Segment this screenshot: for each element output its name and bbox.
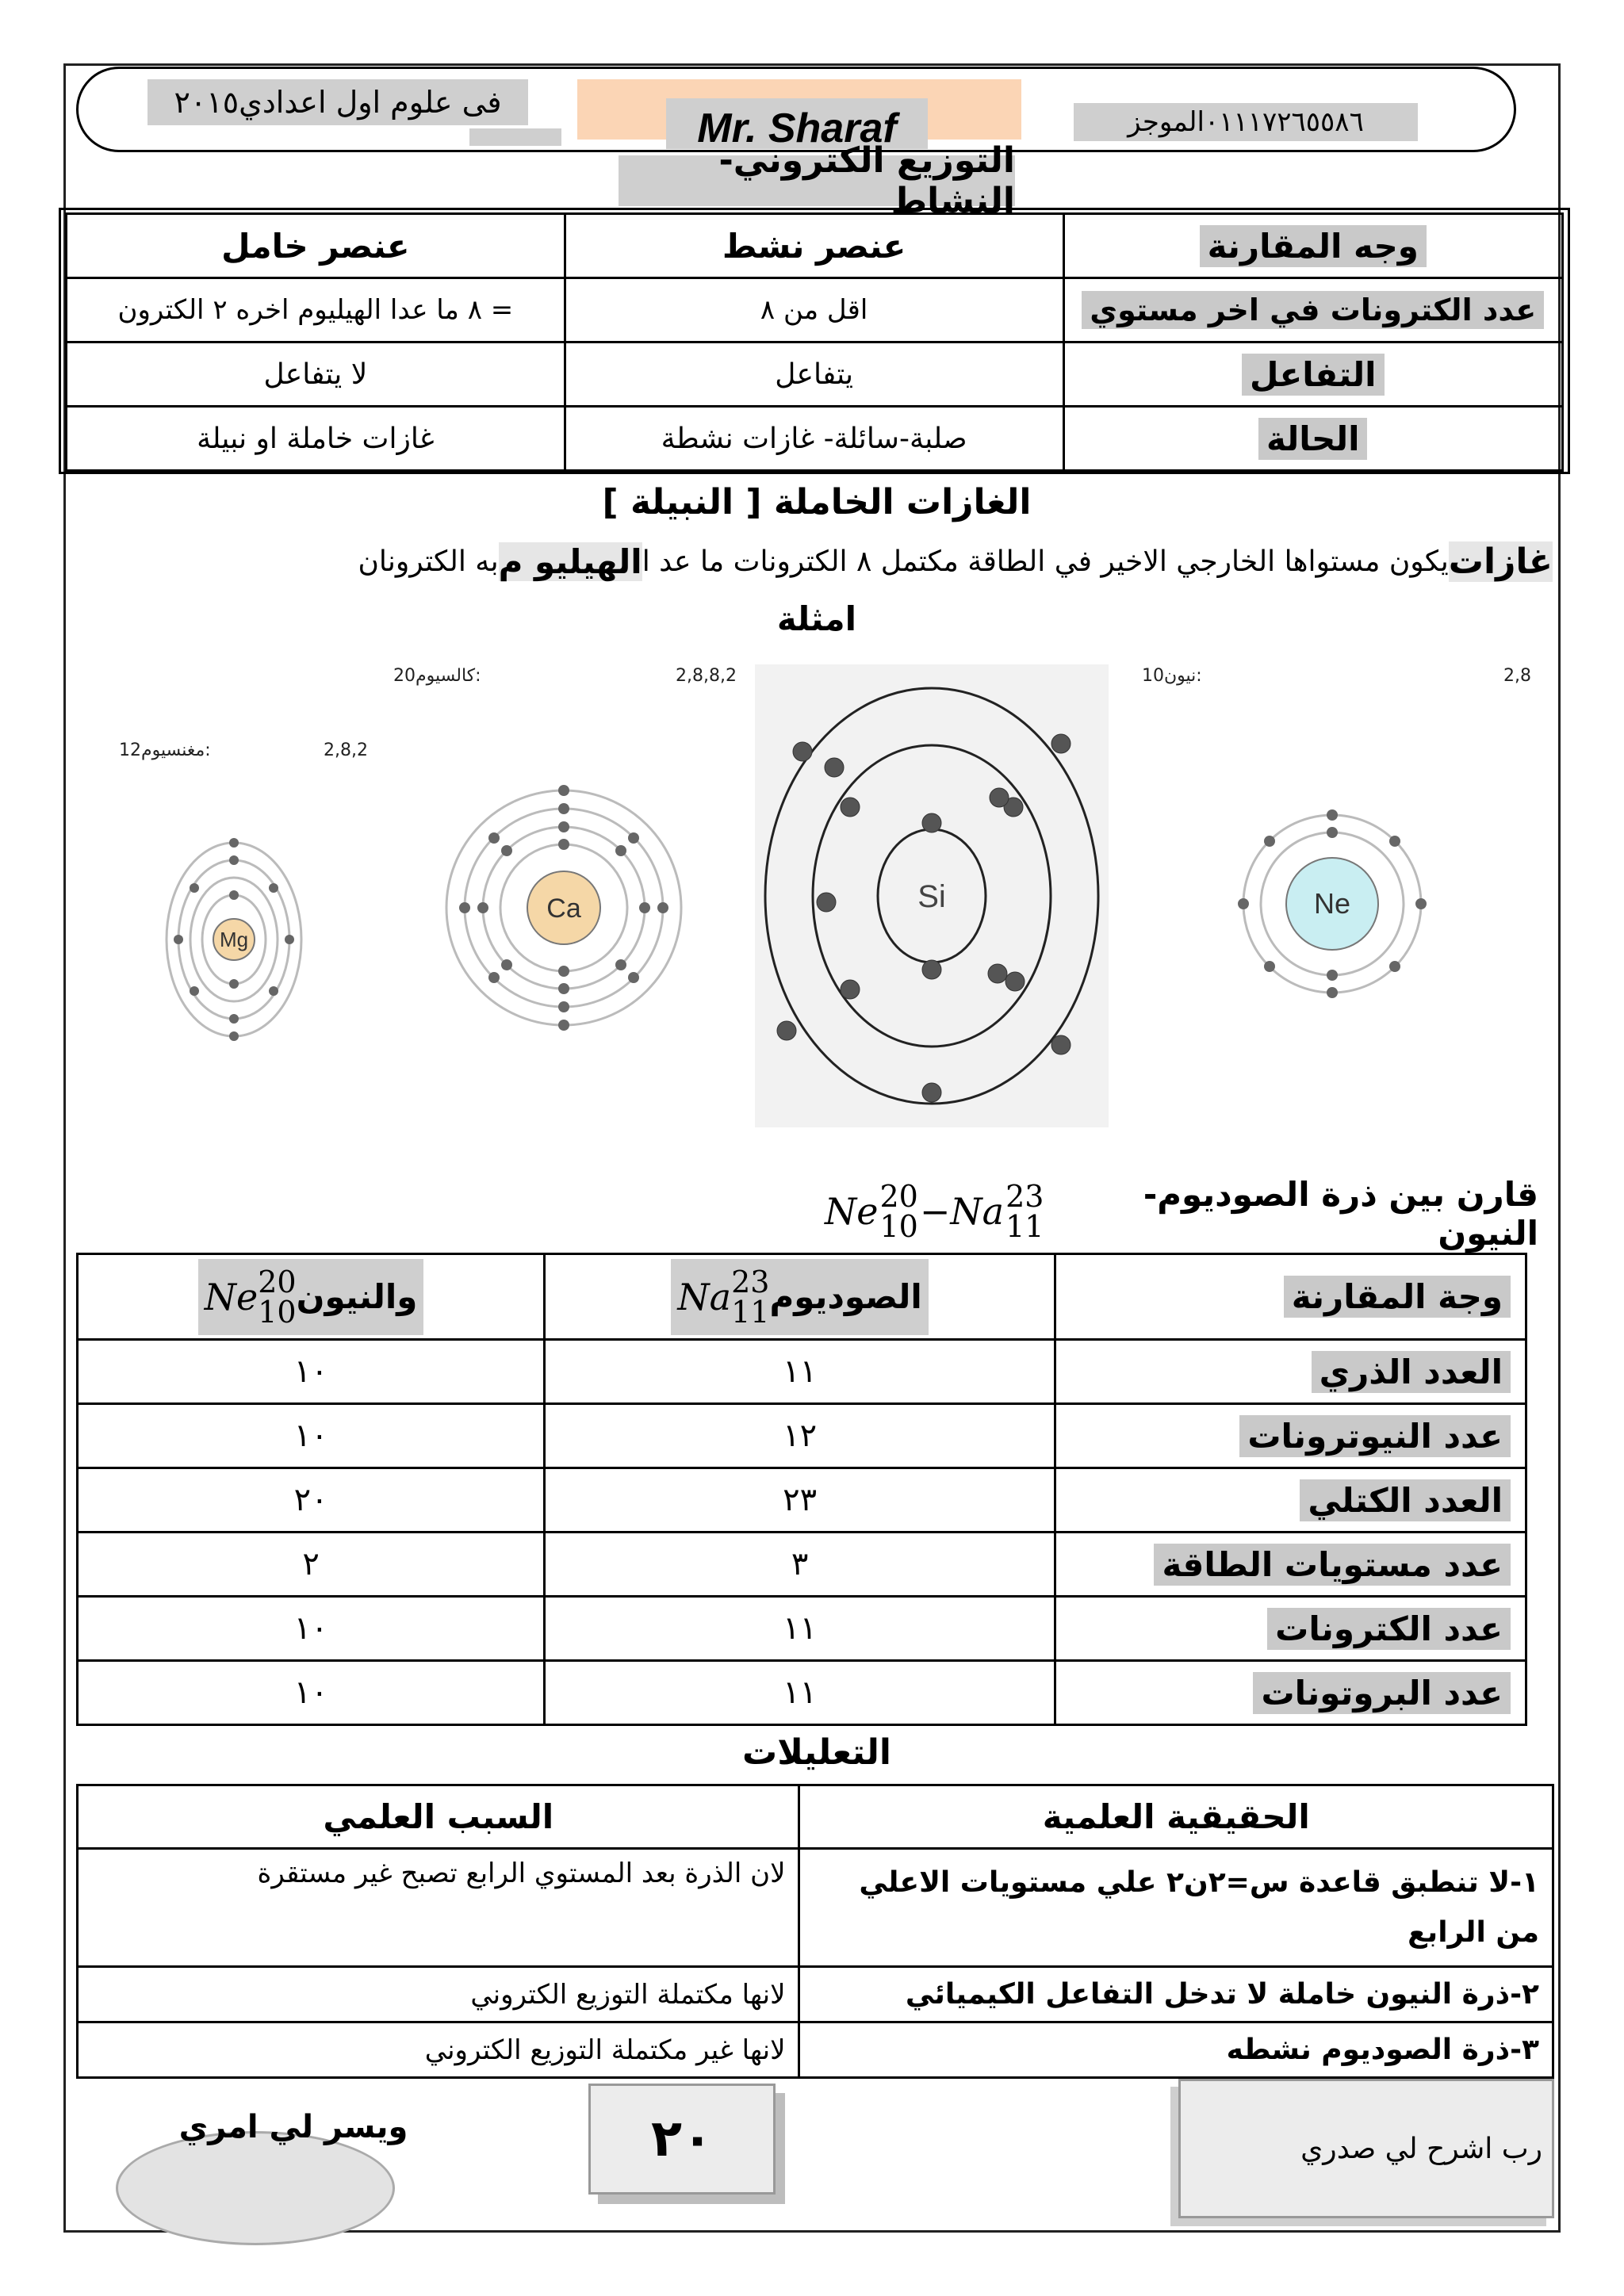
header-compare-aspect: وجة المقارنة bbox=[1055, 1254, 1526, 1340]
ne-atom-diagram bbox=[1237, 809, 1427, 999]
si-symbol: Si bbox=[917, 879, 946, 914]
mg-atom-diagram bbox=[159, 832, 309, 1047]
na-energy-levels: ٣ bbox=[545, 1533, 1055, 1597]
na-neutrons: ١٢ bbox=[545, 1404, 1055, 1468]
noble-gases-definition: غازات يكون مستواها الخارجي الاخير في الطاقة مكتمل ٨ الكترونات ما عد ا الهيليو م به الكترونان bbox=[358, 541, 1553, 582]
reason-2: لانها مكتملة التوزيع الكتروني bbox=[78, 1967, 799, 2022]
cell-active-state: صلبة-سائلة- غازات نشطة bbox=[565, 407, 1063, 471]
footer-right-box: رب اشرح لي صدري bbox=[1178, 2079, 1554, 2218]
row-electrons: عدد الكترونات bbox=[1055, 1597, 1526, 1661]
header-aspect: وجه المقارنة bbox=[1063, 214, 1562, 278]
compare-heading: قارن بين ذرة الصوديوم- النيون bbox=[1143, 1175, 1538, 1253]
ne-electrons: ١٠ bbox=[78, 1597, 545, 1661]
reason-1: لان الذرة بعد المستوي الرابع تصبح غير مستقرة bbox=[78, 1849, 799, 1967]
ne-symbol: Ne bbox=[1313, 887, 1351, 920]
footer-left-text: ويسر لي امري bbox=[178, 2109, 408, 2145]
row-mass-number: العدد الكتلي bbox=[1055, 1468, 1526, 1533]
ne-config-label: 2,8 bbox=[1503, 666, 1531, 686]
ne-atomic-number: ١٠ bbox=[78, 1340, 545, 1404]
heading-formulas: Ne 20 10 − Na 23 11 bbox=[825, 1179, 1044, 1244]
noble-gases-heading: الغازات الخاملة [ النبيلة ] bbox=[602, 481, 1032, 522]
row-neutrons: عدد النيوترونات bbox=[1055, 1404, 1526, 1468]
subject-label: فى علوم اول اعدادي٢٠١٥ bbox=[147, 79, 528, 125]
subject-label-underline bbox=[469, 128, 561, 146]
ne-name-label: 10نيون: bbox=[1142, 666, 1202, 686]
header-active: عنصر نشط bbox=[565, 214, 1063, 278]
page-title: التوزيع الكتروني- النشاط bbox=[619, 155, 1015, 206]
page-number-box: ٢٠ bbox=[588, 2084, 776, 2195]
header-sodium: الصوديوم Na 23 11 bbox=[545, 1254, 1055, 1340]
row-protons: عدد البروتونات bbox=[1055, 1661, 1526, 1725]
na-protons: ١١ bbox=[545, 1661, 1055, 1725]
cell-inert-state: غازات خاملة او نبيلة bbox=[67, 407, 565, 471]
reason-3: لانها غير مكتملة التوزيع الكتروني bbox=[78, 2022, 799, 2078]
cell-active-reaction: يتفاعل bbox=[565, 342, 1063, 407]
examples-label: امثلة bbox=[776, 599, 857, 638]
comparison-table bbox=[65, 212, 1564, 472]
fact-1: ١-لا تنطبق قاعدة س=٢ن٢ علي مستويات الاعلي من الرابع bbox=[799, 1849, 1553, 1967]
ne-mass-number: ٢٠ bbox=[78, 1468, 545, 1533]
header-inert: عنصر خامل bbox=[67, 214, 565, 278]
fact-2: ٢-ذرة النيون خاملة لا تدخل التفاعل الكيميائي bbox=[799, 1967, 1553, 2022]
row-energy-levels: عدد مستويات الطاقة bbox=[1055, 1533, 1526, 1597]
cell-inert-electrons: = ٨ ما عدا الهيليوم اخره ٢ الكترون bbox=[67, 278, 565, 342]
row-label-reaction: التفاعل bbox=[1063, 342, 1562, 407]
teacher-name: Mr. Sharaf bbox=[697, 105, 897, 149]
header-fact: الحقيقية العلمية bbox=[799, 1785, 1553, 1849]
na-mass-number: ٢٣ bbox=[545, 1468, 1055, 1533]
na-electrons: ١١ bbox=[545, 1597, 1055, 1661]
mg-symbol: Mg bbox=[219, 928, 249, 951]
ne-protons: ١٠ bbox=[78, 1661, 545, 1725]
header-reason: السبب العلمي bbox=[78, 1785, 799, 1849]
reasons-table bbox=[76, 1784, 1554, 2079]
si-atom-diagram bbox=[755, 664, 1109, 1127]
header-neon: والنيون Ne 20 10 bbox=[78, 1254, 545, 1340]
fact-3: ٣-ذرة الصوديوم نشطه bbox=[799, 2022, 1553, 2078]
mg-name-label: 12مغنسيوم: bbox=[119, 740, 211, 760]
row-label-state: الحالة bbox=[1063, 407, 1562, 471]
phone-label: ٠١١١٧٢٦٥٥٨٦الموجز bbox=[1074, 103, 1418, 141]
reasons-heading: التعليلات bbox=[742, 1732, 891, 1773]
ca-symbol: Ca bbox=[546, 894, 581, 924]
ca-atom-diagram bbox=[441, 785, 687, 1031]
cell-active-electrons: اقل من ٨ bbox=[565, 278, 1063, 342]
cell-inert-reaction: لا يتفاعل bbox=[67, 342, 565, 407]
na-ne-table bbox=[76, 1253, 1527, 1726]
ca-config-label: 2,8,8,2 bbox=[676, 666, 737, 686]
mg-config-label: 2,8,2 bbox=[324, 740, 368, 760]
na-atomic-number: ١١ bbox=[545, 1340, 1055, 1404]
row-label-electrons: عدد الكترونات في اخر مستوي bbox=[1063, 278, 1562, 342]
ne-neutrons: ١٠ bbox=[78, 1404, 545, 1468]
ca-name-label: 20كالسيوم: bbox=[393, 666, 481, 686]
ne-energy-levels: ٢ bbox=[78, 1533, 545, 1597]
row-atomic-number: العدد الذري bbox=[1055, 1340, 1526, 1404]
